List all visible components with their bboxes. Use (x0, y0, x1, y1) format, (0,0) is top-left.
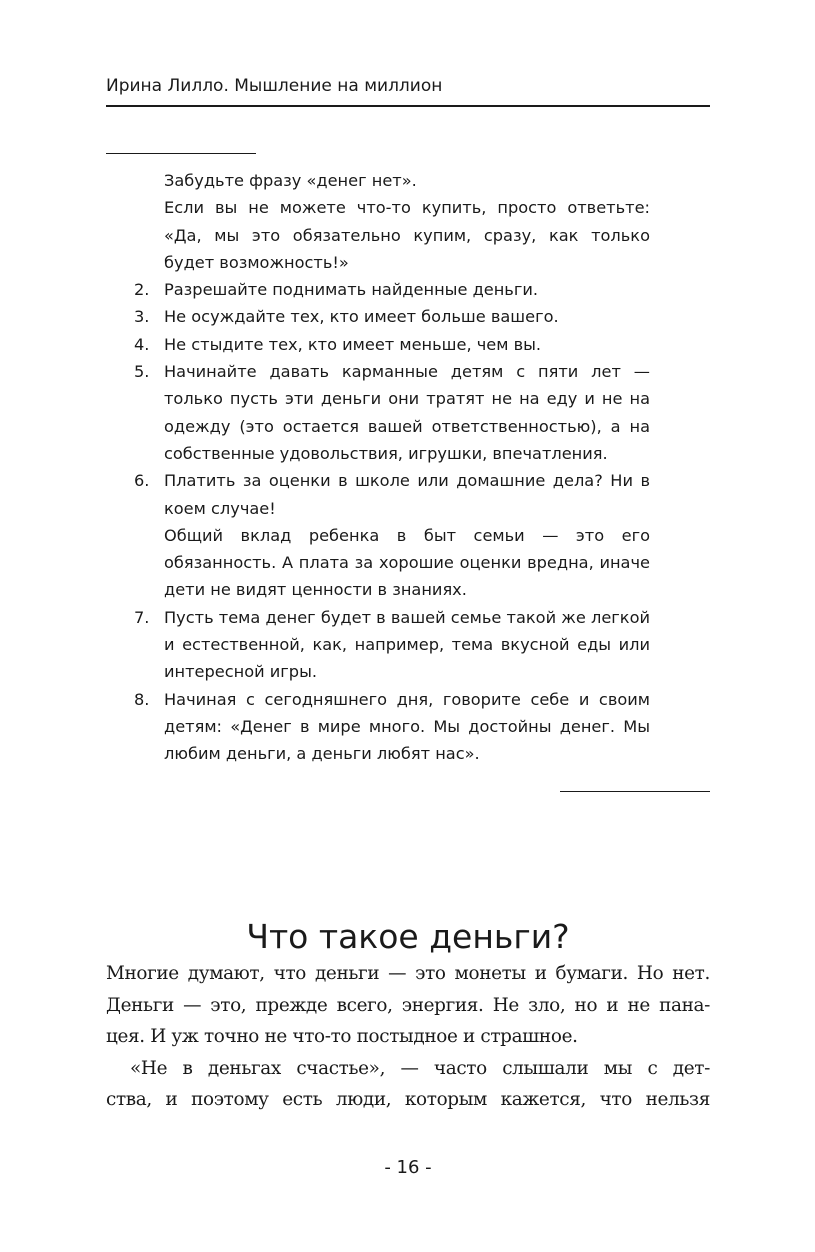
list-item-number: 3. (134, 307, 150, 327)
box-top-rule (106, 153, 256, 154)
list-item-text: Не осуждайте тех, кто имеет больше вашего. (164, 307, 559, 327)
text-line: Многие думают, что деньги — это монеты и бумаги. Но нет. (106, 963, 710, 984)
text-line: цея. И уж точно не что-то постыдное и страшное. (106, 1026, 578, 1047)
list-item-text: Пусть тема денег будет в вашей семье такой же легкой и естественной, как, например, тема вкусной еды или интересной игры. (164, 607, 650, 682)
list-item (134, 358, 650, 467)
intro-line-2: Если вы не можете что-то купить, просто ответьте: «Да, мы это обязательно купим, сразу, как только будет возможность!» (164, 198, 650, 272)
header-divider (106, 105, 710, 107)
list-item-text: Не стыдите тех, кто имеет меньше, чем вы. (164, 334, 542, 354)
paragraph (106, 1053, 710, 1116)
page-number: - 16 - (384, 1157, 432, 1178)
list-item-text: Начинайте давать карманные детям с пяти лет — только пусть эти деньги они тратят не на еду и не на одежду (это остается вашей ответственностью), а на собственные удовольствия, игрушки, впечатления. (164, 362, 650, 463)
list-item (134, 303, 650, 330)
running-header: Ирина Лилло. Мышление на миллион (106, 76, 443, 96)
rules-list-box (134, 167, 650, 768)
list-item (134, 686, 650, 768)
list-item (134, 331, 650, 358)
text-line: «Не в деньгах счастье», — часто слышали мы с дет- (130, 1057, 710, 1079)
box-bottom-rule (560, 791, 710, 792)
text-line: ства, и поэтому есть люди, которым кажется, что нельзя (106, 1089, 710, 1110)
list-item-text: Начиная с сегодняшнего дня, говорите себе и своим детям: «Денег в мире много. Мы достойны денег. Мы любим деньги, а деньги любят нас». (164, 689, 650, 764)
list-item-number: 2. (134, 280, 150, 300)
list-item-number: 8. (134, 689, 150, 709)
list-item (134, 467, 650, 522)
list-item-number: 7. (134, 607, 150, 627)
list-item-number: 5. (134, 362, 150, 382)
text-line: Деньги — это, прежде всего, энергия. Не зло, но и не пана- (106, 994, 710, 1016)
list-item-text: Разрешайте поднимать найденные деньги. (164, 280, 539, 300)
body-text (106, 958, 710, 1116)
list-item-number: 4. (134, 334, 150, 354)
intro-line-1: Забудьте фразу «денег нет». (164, 171, 417, 190)
list-item (134, 604, 650, 686)
section-title: Что такое деньги? (246, 917, 570, 957)
paragraph (106, 958, 710, 1053)
list-item-subtext: Общий вклад ребенка в быт семьи — это его обязанность. А плата за хорошие оценки вредна, иначе дети не видят ценности в знаниях. (164, 525, 650, 600)
list-item-number: 6. (134, 471, 150, 491)
list-item-text: Платить за оценки в школе или домашние дела? Ни в коем случае! (164, 471, 650, 518)
list-item (134, 276, 650, 303)
